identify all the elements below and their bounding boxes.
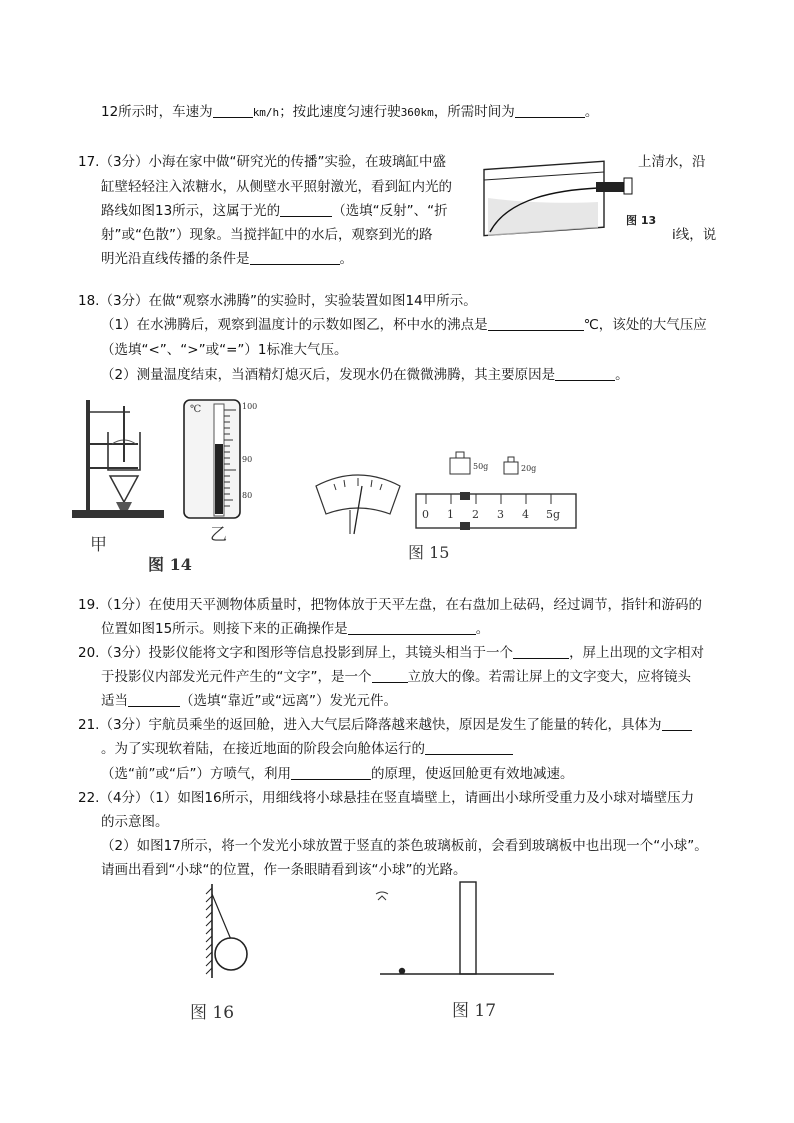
q17-text-3a: 路线如图13所示，这属于光的 [101, 203, 281, 219]
q18-line-3 [101, 341, 348, 359]
q20-blank-lens[interactable] [513, 644, 569, 659]
q21-text-2: 。为了实现软着陆，在接近地面的阶段会向舱体运行的 [101, 741, 425, 757]
q19-line-2 [101, 620, 489, 638]
q17-text-5b: 。 [339, 251, 353, 267]
ruler-tick-0: 0 [422, 508, 429, 521]
figure-17 [370, 880, 560, 1020]
ruler-tick-2: 2 [472, 508, 479, 521]
figure-17-caption: 图 17 [452, 1001, 497, 1021]
q20-line-2 [101, 668, 691, 686]
q16-blank-time[interactable] [515, 103, 585, 118]
q21-text-1: 21.（3分）宇航员乘坐的返回舱，进入大气层后降落越来越快，原因是发生了能量的转化，具体为 [78, 717, 662, 733]
q17-line-5 [101, 250, 353, 268]
fish-tank-drawing [478, 158, 668, 242]
q20-blank-image[interactable] [372, 668, 408, 683]
q20-line-3 [101, 692, 397, 710]
q17-text-1b: 上清水，沿 [638, 154, 706, 170]
q21-line-2 [101, 740, 513, 758]
figure-15 [310, 450, 580, 565]
figure-14-caption: 图 14 [148, 555, 192, 574]
q22-line-3 [101, 837, 708, 855]
boiling-apparatus-drawing [68, 392, 278, 542]
label-jia: 甲 [90, 535, 107, 555]
q16-line [101, 103, 598, 122]
label-yi: 乙 [210, 525, 227, 545]
q19-text-2a: 位置如图15所示。则接下来的正确操作是 [101, 621, 348, 637]
q17-text-1a: 17.（3分）小海在家中做“研究光的传播”实验，在玻璃缸中盛 [78, 154, 447, 170]
q17-text-2: 缸壁轻轻注入浓糖水，从侧壁水平照射激光，看到缸内光的 [101, 179, 452, 195]
q22-text-3: （2）如图17所示，将一个发光小球放置于竖直的茶色玻璃板前，会看到玻璃板中也出现一个“小球”。 [101, 838, 708, 854]
q22-text-4: 请画出看到“小球“的位置，作一条眼睛看到该“小球”的光路。 [101, 862, 467, 878]
q17-line-2 [101, 178, 452, 196]
q16-unit: km/h [252, 106, 280, 119]
q16-blank-speed[interactable] [213, 103, 253, 118]
q22-line-4 [101, 861, 466, 879]
q17-text-3b: （选填“反射”、“折 [332, 203, 448, 219]
q22-line-1 [78, 789, 694, 807]
q18-blank-reason[interactable] [555, 366, 615, 381]
q18-text-3: （选填“<”、“>”或“=”）1标准大气压。 [101, 342, 348, 358]
thermo-unit-label: ℃ [190, 404, 202, 415]
thermo-tick-90: 90 [242, 455, 253, 464]
thermo-tick-100: 100 [242, 402, 258, 411]
ruler-tick-1: 1 [447, 508, 454, 521]
q17-line-4b [672, 226, 716, 244]
q18-line-2 [101, 316, 707, 334]
q17-text-4b: i线，说 [672, 227, 717, 243]
q21-text-3b: 的原理，使返回舱更有效地减速。 [370, 766, 574, 782]
q16-text-a: 12所示时，车速为 [101, 104, 213, 120]
figure-16-caption: 图 16 [190, 1003, 235, 1023]
q20-text-1b: ，屏上出现的文字相对 [569, 645, 705, 661]
q17-line-1 [78, 153, 446, 171]
q20-text-3b: （选填“靠近”或“远离”）发光元件。 [180, 693, 397, 709]
q22-text-2: 的示意图。 [101, 814, 169, 830]
q21-blank-principle[interactable] [291, 765, 371, 780]
q21-blank-energy[interactable] [662, 716, 692, 731]
q16-distance: 360km [400, 106, 434, 119]
q18-text-2b: ℃，该处的大气压应 [583, 317, 707, 333]
q19-line-1 [78, 596, 702, 614]
q18-text-2a: （1）在水沸腾后，观察到温度计的示数如图乙，杯中水的沸点是 [101, 317, 488, 333]
ruler-tick-4: 4 [522, 508, 529, 521]
q20-text-3a: 适当 [101, 693, 128, 709]
ruler-tick-3: 3 [497, 508, 504, 521]
ruler-tick-5g: 5g [546, 508, 561, 521]
q17-text-4a: 射”或“色散”）现象。当搅拌缸中的水后，观察到光的路 [101, 227, 433, 243]
figure-15-caption: 图 15 [408, 543, 450, 562]
q19-blank[interactable] [348, 620, 476, 635]
q22-text-1: 22.（4分）（1）如图16所示，用细线将小球悬挂在竖直墙壁上，请画出小球所受重力及小球对墙壁压力 [78, 790, 695, 806]
q17-blank-2[interactable] [250, 250, 340, 265]
q17-line-4 [101, 226, 432, 244]
glass-plate-drawing [370, 880, 560, 980]
q20-text-1a: 20.（3分）投影仪能将文字和图形等信息投影到屏上，其镜头相当于一个 [78, 645, 514, 661]
figure-14 [68, 392, 278, 582]
q17-text-5a: 明光沿直线传播的条件是 [101, 251, 250, 267]
balance-drawing [310, 450, 580, 540]
q21-line-1 [78, 716, 692, 734]
thermo-tick-80: 80 [242, 491, 253, 500]
q21-blank-side[interactable] [425, 740, 513, 755]
q17-blank-1[interactable] [280, 202, 332, 217]
q16-period: 。 [584, 104, 599, 120]
figure-13-caption: 图 13 [626, 214, 657, 227]
weight-50g: 50g [473, 462, 489, 471]
q20-text-2b: 立放大的像。若需让屏上的文字变大，应将镜头 [407, 669, 691, 685]
q22-line-2 [101, 813, 169, 831]
q20-blank-direction[interactable] [128, 692, 180, 707]
figure-13 [478, 158, 668, 242]
q20-text-2a: 于投影仪内部发光元件产生的“文字”，是一个 [101, 669, 372, 685]
figure-16 [190, 880, 270, 1023]
q16-text-b: ；按此速度匀速行驶 [279, 104, 401, 120]
hanging-ball-drawing [190, 880, 270, 980]
q18-line-1 [78, 292, 477, 310]
q16-text-c: ，所需时间为 [433, 104, 515, 120]
q21-line-3 [101, 765, 573, 783]
q18-line-4 [101, 366, 629, 384]
q18-text-4b: 。 [615, 367, 629, 383]
q18-blank-boiling-point[interactable] [488, 316, 584, 331]
q19-text-1: 19.（1分）在使用天平测物体质量时，把物体放于天平左盘，在右盘加上砝码，经过调节，指针和游码的 [78, 597, 703, 613]
q18-text-1: 18.（3分）在做“观察水沸腾”的实验时，实验装置如图14甲所示。 [78, 293, 477, 309]
q20-line-1 [78, 644, 704, 662]
weight-20g: 20g [521, 464, 537, 473]
q21-text-3a: （选“前”或“后”）方喷气，利用 [101, 766, 291, 782]
q19-text-2b: 。 [475, 621, 490, 637]
q18-text-4a: （2）测量温度结束，当酒精灯熄灭后，发现水仍在微微沸腾，其主要原因是 [101, 367, 556, 383]
q17-line-3 [101, 202, 448, 220]
